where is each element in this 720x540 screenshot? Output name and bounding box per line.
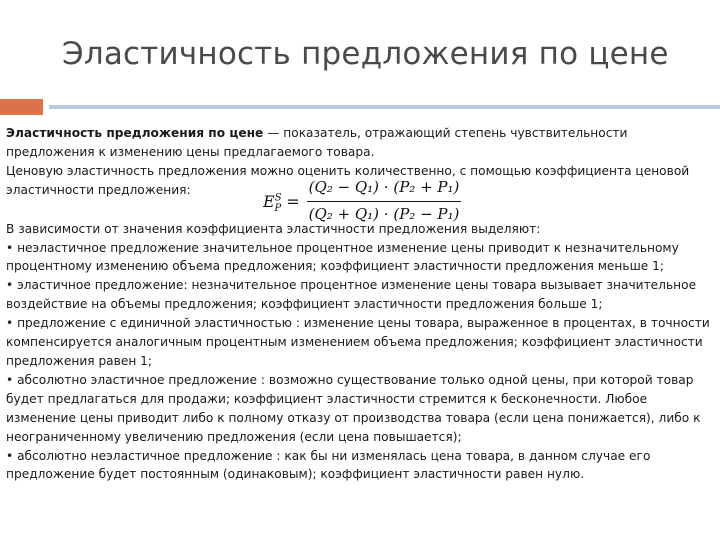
formula-numerator: (Q₂ − Q₁) · (P₂ + P₁) [308, 178, 460, 196]
list-item-inelastic: • неэластичное предложение значительное процентное изменение цены приводит к незначительному процентному изменению объема предложения; коэффициент эластичности предложения меньше 1; [6, 240, 679, 274]
definition-paragraph [6, 124, 712, 162]
title-accent-bar-blue [49, 105, 720, 109]
definition-text: — показатель, отражающий степень чувствительности предложения к изменению цены предлагаемого товара. [6, 126, 628, 159]
intro-paragraph: Ценовую эластичность предложения можно оценить количественно, с помощью коэффициента ценовой эластичности предложения: [6, 163, 690, 197]
formula-lhs: $E^S_P$ = [263, 192, 300, 215]
list-item-elastic: • эластичное предложение: незначительное процентное изменение цены товара вызывает значительное воздействие на объемы предложения; коэффициент эластичности предложения больше 1; [6, 278, 697, 312]
elasticity-formula [263, 176, 463, 228]
list-item-perfectly-inelastic: • абсолютно неэластичное предложение : как бы ни изменялась цена товара, в данном случае его предложение будет постоянным (одинаковым); коэффициент эластичности равен нулю. [6, 448, 651, 482]
formula-denominator: (Q₂ + Q₁) · (P₂ − P₁) [308, 205, 460, 223]
slide-title: Эластичность предложения по цене [62, 36, 669, 72]
definition-term: Эластичность предложения по цене [6, 126, 264, 140]
list-item-perfectly-elastic: • абсолютно эластичное предложение : возможно существование только одной цены, при которой товар будет предлагаться для продажи; коэффициент эластичности стремится к бесконечности. Любое изменение цены приводит либо к полному отказу от производства товара (если цена понижается), либо к неограниченному увеличению предложения (если цена повышается); [6, 372, 701, 444]
formula-fraction-line [307, 201, 461, 202]
lead-paragraph: В зависимости от значения коэффициента эластичности предложения выделяют: [6, 221, 541, 236]
list-item-unit-elastic: • предложение с единичной эластичностью : изменение цены товара, выраженное в процентах, в точности компенсируется аналогичным процентным изменением объема предложения; коэффициент эластичности предложения равен 1; [6, 316, 710, 368]
title-accent-bar-orange [0, 99, 43, 115]
